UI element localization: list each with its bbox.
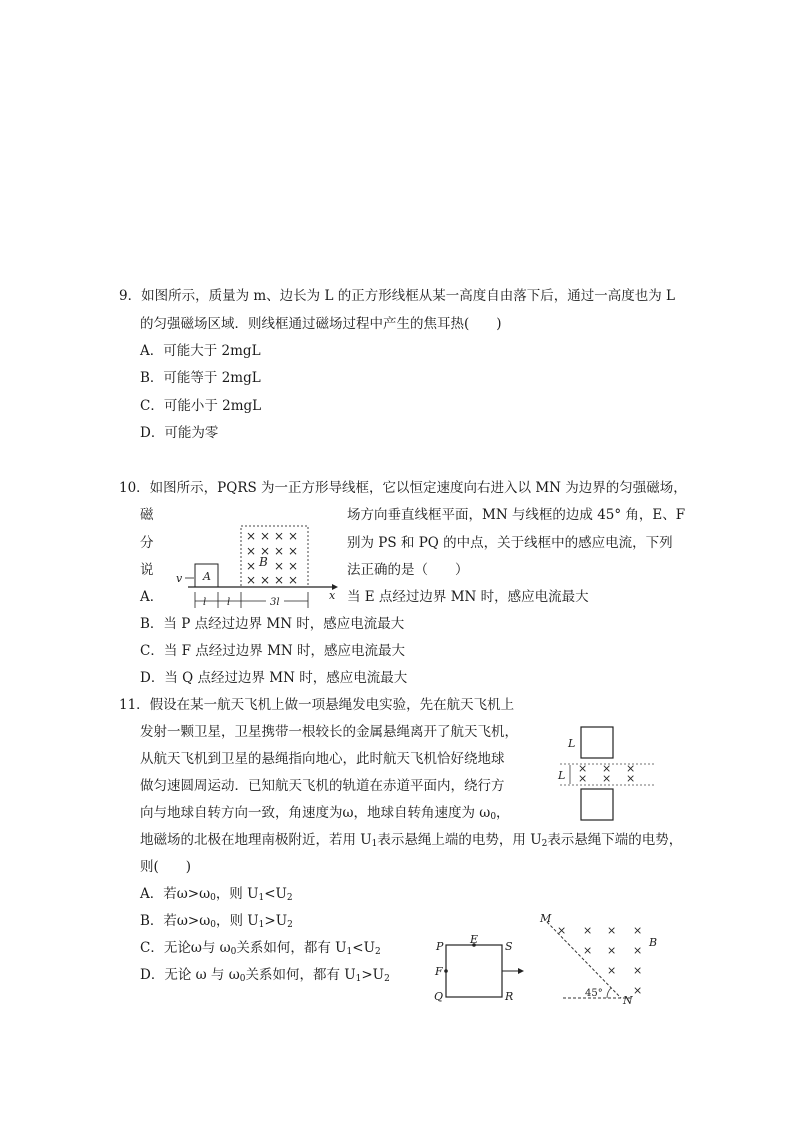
fig1-label-3l: 3l xyxy=(270,597,280,608)
fig3-label-f: F xyxy=(435,965,443,978)
field-cross-mark: × xyxy=(633,924,643,937)
q11-stem-line3: 从航天飞机到卫星的悬绳指向地心，此时航天飞机恰好绕地球 xyxy=(140,751,505,767)
q11-stem-line1: 11．假设在某一航天飞机上做一项悬绳发电实验，先在航天飞机上 xyxy=(119,697,515,713)
q10-option-c: C．当 F 点经过边界 MN 时，感应电流最大 xyxy=(140,643,405,659)
field-cross-mark: × xyxy=(557,924,567,937)
fig3-label-p: P xyxy=(436,940,444,953)
field-cross-mark: × xyxy=(607,964,617,977)
field-cross-mark: × xyxy=(246,573,257,587)
q11-option-b: B．若$\omega>\omega_0$，则 $U_1>U_2$ xyxy=(140,913,293,930)
field-cross-mark: × xyxy=(633,964,643,977)
field-cross-mark: × xyxy=(288,559,299,573)
fig1-label-l1: l xyxy=(203,597,207,608)
field-cross-mark: × xyxy=(274,559,285,573)
q9-option-c: C．可能小于 2mgL xyxy=(140,398,262,414)
fig4-label-m: M xyxy=(540,912,552,925)
q10-left-char-1: 磁 xyxy=(140,507,154,523)
q9-option-d: D．可能为零 xyxy=(140,425,219,441)
field-cross-mark: × xyxy=(274,573,285,587)
figure-square-pqrs xyxy=(430,933,530,1006)
field-cross-mark: × xyxy=(633,944,643,957)
field-cross-mark: × xyxy=(607,924,617,937)
field-cross-mark: × xyxy=(260,544,271,558)
figure-boundary-mn xyxy=(535,910,670,1005)
field-cross-mark: × xyxy=(288,544,299,558)
field-cross-mark: × xyxy=(578,772,588,785)
q10-left-char-4: A． xyxy=(140,589,164,605)
field-cross-mark: × xyxy=(602,762,612,775)
field-cross-mark: × xyxy=(260,573,271,587)
q11-stem-line2: 发射一颗卫星，卫星携带一根较长的金属悬绳离开了航天飞机， xyxy=(140,724,518,740)
q9-stem-line1: 9．如图所示，质量为 m、边长为 L 的正方形线框从某一高度自由落下后，通过一高度也为 L xyxy=(119,288,675,304)
fig4-label-angle: 45° xyxy=(585,988,603,999)
q9-option-b: B．可能等于 2mgL xyxy=(140,370,261,386)
fig1-label-x: x xyxy=(329,589,336,602)
field-cross-mark: × xyxy=(246,529,257,543)
field-cross-mark: × xyxy=(626,762,636,775)
field-cross-mark: × xyxy=(578,762,588,775)
field-cross-mark: × xyxy=(246,544,257,558)
q9-option-a: A．可能大于 2mgL xyxy=(140,343,261,359)
figure-frame-strip xyxy=(560,722,660,827)
fig3-label-e: E xyxy=(470,933,479,946)
field-cross-mark: × xyxy=(626,772,636,785)
field-cross-mark: × xyxy=(246,559,257,573)
q10-stem-line2: 场方向垂直线框平面，MN 与线框的边成 45° 角，E、F xyxy=(347,507,686,523)
field-cross-mark: × xyxy=(602,772,612,785)
fig2-label-l-top: L xyxy=(568,737,576,750)
fig1-label-l2: l xyxy=(227,597,231,608)
field-cross-mark: × xyxy=(274,529,285,543)
field-cross-mark: × xyxy=(633,984,643,997)
field-cross-mark: × xyxy=(288,573,299,587)
q10-option-b: B．当 P 点经过边界 MN 时，感应电流最大 xyxy=(140,616,405,632)
field-cross-mark: × xyxy=(274,544,285,558)
q11-option-a: A．若$\omega>\omega_0$，则 $U_1<U_2$ xyxy=(140,886,293,903)
figure-block-field xyxy=(172,522,342,614)
fig1-label-v: v xyxy=(176,572,183,585)
fig1-label-b: B xyxy=(259,555,268,569)
q10-left-char-3: 说 xyxy=(140,562,154,578)
fig4-label-n: N xyxy=(623,994,633,1007)
fig2-label-l-mid: L xyxy=(558,769,566,782)
q10-stem-line3: 别为 PS 和 PQ 的中点，关于线框中的感应电流，下列 xyxy=(347,535,673,551)
q11-option-c: C．无论ω与 $\omega_0$关系如何，都有 $U_1<U_2$ xyxy=(140,940,381,957)
q10-stem-line1: 10．如图所示，PQRS 为一正方形导线框，它以恒定速度向右进入以 MN 为边界的匀强磁场， xyxy=(119,480,687,496)
q10-stem-line4: 法正确的是（ ） xyxy=(347,562,469,578)
field-cross-mark: × xyxy=(607,944,617,957)
q10-option-d: D．当 Q 点经过边界 MN 时，感应电流最大 xyxy=(140,670,408,686)
field-cross-mark: × xyxy=(583,944,593,957)
field-cross-mark: × xyxy=(583,924,593,937)
fig3-label-s: S xyxy=(505,940,513,953)
q11-option-d: D．无论 ω 与 $\omega_0$关系如何，都有 $U_1>U_2$ xyxy=(140,967,390,984)
q11-stem-line5: 向与地球自转方向一致，角速度为ω，地球自转角速度为 $\omega_0$， xyxy=(140,805,510,822)
q10-left-char-2: 分 xyxy=(140,535,154,551)
field-cross-mark: × xyxy=(260,529,271,543)
q9-stem-line2: 的匀强磁场区域．则线框通过磁场过程中产生的焦耳热( ) xyxy=(140,316,502,332)
fig3-label-q: Q xyxy=(434,990,444,1003)
fig4-label-b: B xyxy=(649,936,658,949)
q11-stem-line4: 做匀速圆周运动．已知航天飞机的轨道在赤道平面内，绕行方 xyxy=(140,778,505,794)
q11-stem-line6: 地磁场的北极在地理南极附近，若用 $U_1$表示悬绳上端的电势，用 $U_2$表示悬绳下端的电势， xyxy=(140,832,683,849)
fig3-label-r: R xyxy=(505,990,514,1003)
fig1-label-a: A xyxy=(203,570,211,583)
q11-stem-line7: 则( ) xyxy=(140,859,192,875)
field-cross-mark: × xyxy=(288,529,299,543)
q10-option-a: 当 E 点经过边界 MN 时，感应电流最大 xyxy=(347,589,589,605)
